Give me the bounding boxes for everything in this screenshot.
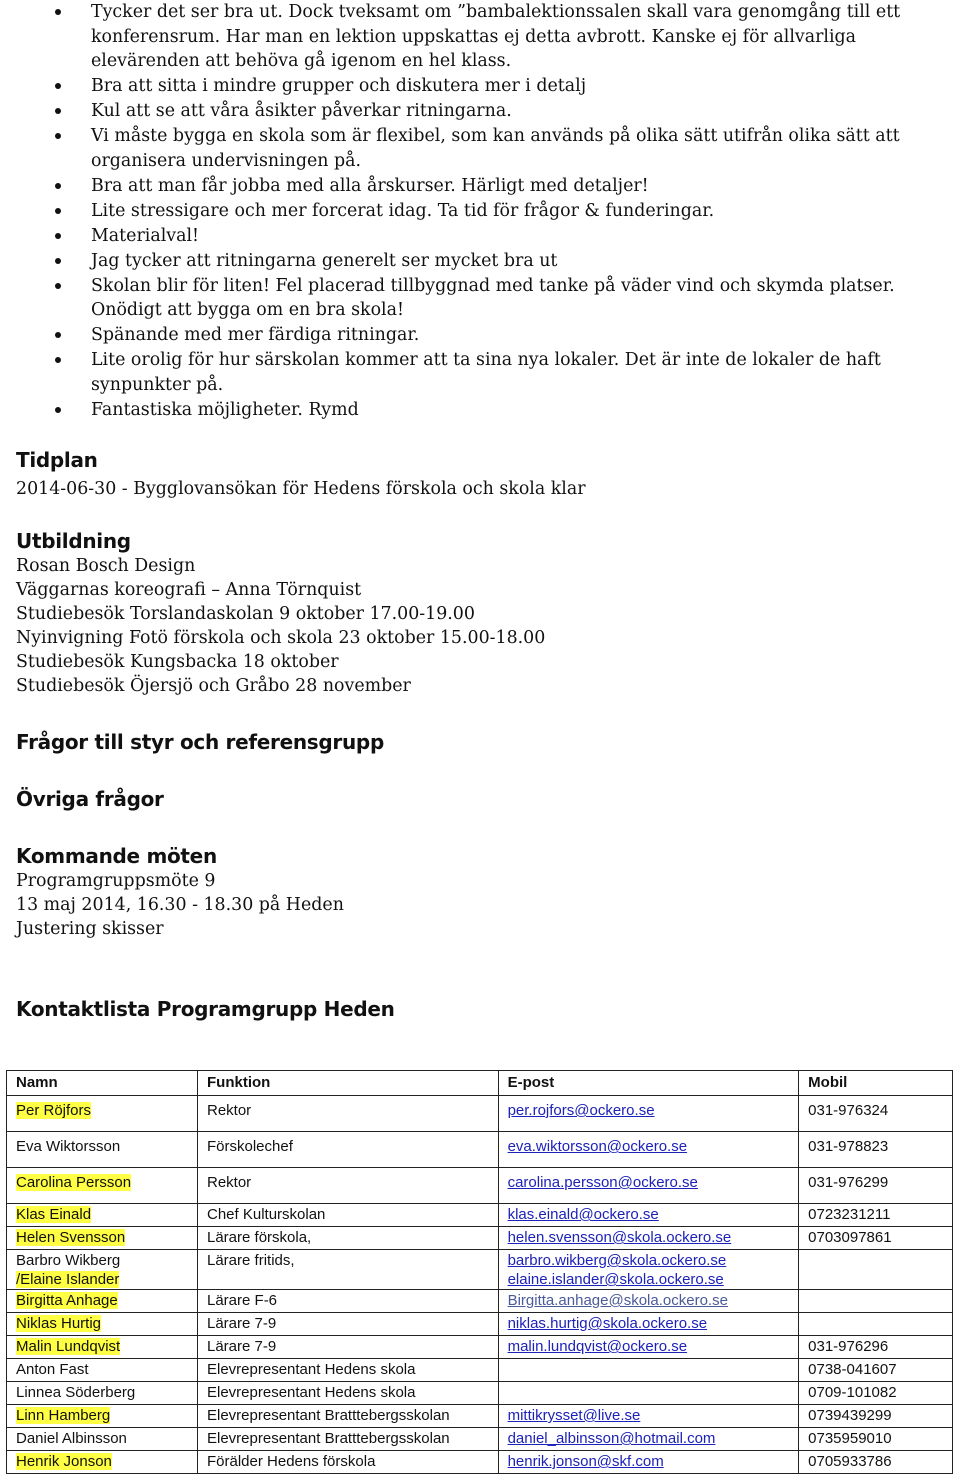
column-header-role: Funktion xyxy=(198,1071,499,1096)
cell-email xyxy=(498,1451,799,1474)
bullet-icon xyxy=(55,183,61,189)
list-item: Vi måste bygga en skola som är flexibel, som kan används på olika sätt utifrån olika sätt att organisera undervisningen på. xyxy=(0,124,960,173)
cell-name xyxy=(7,1313,198,1336)
kommande-line: 13 maj 2014, 16.30 - 18.30 på Heden xyxy=(16,895,344,915)
ovriga-section xyxy=(16,786,164,812)
bullet-icon xyxy=(55,108,61,114)
bullet-icon xyxy=(55,133,61,139)
email-link[interactable]: helen.svensson@skola.ockero.se xyxy=(507,1229,732,1246)
list-item: Bra att man får jobba med alla årskurser. Härligt med detaljer! xyxy=(0,174,960,199)
cell-name xyxy=(7,1096,198,1132)
utbildning-line: Väggarnas koreografi – Anna Törnquist xyxy=(16,580,362,600)
table-header-row xyxy=(7,1071,953,1096)
email-link[interactable]: klas.einald@ockero.se xyxy=(507,1206,659,1223)
list-item: Kul att se att våra åsikter påverkar ritningarna. xyxy=(0,99,960,124)
cell-role xyxy=(198,1451,499,1474)
bullet-icon xyxy=(55,83,61,89)
feedback-list xyxy=(0,0,960,423)
cell-email xyxy=(498,1132,799,1168)
cell-phone xyxy=(799,1428,953,1451)
email-link[interactable]: niklas.hurtig@skola.ockero.se xyxy=(507,1315,708,1332)
cell-role xyxy=(198,1227,499,1250)
cell-name xyxy=(7,1250,198,1290)
contact-role: Lärare F-6 xyxy=(207,1292,278,1309)
contact-role: Förskolechef xyxy=(207,1138,293,1155)
list-item: Tycker det ser bra ut. Dock tveksamt om ”bambalektionssalen skall vara genomgång till ett konferensrum. Har man en lektion uppskattas ej detta avbrott. Kanske ej för allvarliga elevärenden att behöva gå igenom en hel klass. xyxy=(0,0,960,74)
cell-phone xyxy=(799,1168,953,1204)
contact-name: Klas Einald xyxy=(16,1206,92,1223)
table-row xyxy=(7,1132,953,1168)
cell-name xyxy=(7,1204,198,1227)
list-item: Materialval! xyxy=(0,224,960,249)
contact-name: Linn Hamberg xyxy=(16,1407,111,1424)
kommande-heading: Kommande möten xyxy=(16,844,217,868)
kontakt-section xyxy=(16,996,395,1022)
contact-name: Birgitta Anhage xyxy=(16,1292,118,1309)
contact-name: Anton Fast xyxy=(16,1361,89,1378)
cell-email xyxy=(498,1313,799,1336)
cell-name xyxy=(7,1359,198,1382)
cell-email xyxy=(498,1428,799,1451)
list-item: Lite orolig för hur särskolan kommer att ta sina nya lokaler. Det är inte de lokaler de haft synpunkter på. xyxy=(0,348,960,397)
bullet-icon xyxy=(55,332,61,338)
kontakt-heading: Kontaktlista Programgrupp Heden xyxy=(16,997,395,1021)
list-item: Skolan blir för liten! Fel placerad tillbyggnad med tanke på väder vind och skymda platser. Onödigt att bygga om en bra skola! xyxy=(0,274,960,323)
contact-name: Barbro Wikberg xyxy=(16,1252,121,1269)
cell-name xyxy=(7,1336,198,1359)
contact-phone: 0735959010 xyxy=(808,1430,892,1447)
contact-name: Eva Wiktorsson xyxy=(16,1138,121,1155)
utbildning-line: Studiebesök Kungsbacka 18 oktober xyxy=(16,652,339,672)
cell-role xyxy=(198,1405,499,1428)
utbildning-line: Nyinvigning Fotö förskola och skola 23 oktober 15.00-18.00 xyxy=(16,628,546,648)
cell-role xyxy=(198,1132,499,1168)
cell-phone xyxy=(799,1204,953,1227)
table-row xyxy=(7,1096,953,1132)
contact-phone: 031-978823 xyxy=(808,1138,889,1155)
cell-email xyxy=(498,1359,799,1382)
cell-email xyxy=(498,1336,799,1359)
table-row xyxy=(7,1204,953,1227)
cell-email xyxy=(498,1204,799,1227)
email-link[interactable]: mittikrysset@live.se xyxy=(507,1407,641,1424)
cell-name xyxy=(7,1428,198,1451)
ovriga-heading: Övriga frågor xyxy=(16,787,164,811)
bullet-icon xyxy=(55,233,61,239)
cell-phone xyxy=(799,1405,953,1428)
cell-role xyxy=(198,1250,499,1290)
contact-rows xyxy=(7,1096,953,1474)
table-row xyxy=(7,1168,953,1204)
table-row xyxy=(7,1290,953,1313)
bullet-icon xyxy=(55,9,61,15)
bullet-icon xyxy=(55,283,61,289)
column-header-name: Namn xyxy=(7,1071,198,1096)
cell-role xyxy=(198,1313,499,1336)
email-link[interactable]: malin.lundqvist@ockero.se xyxy=(507,1338,688,1355)
contact-name: Malin Lundqvist xyxy=(16,1338,121,1355)
contact-phone: 0738-041607 xyxy=(808,1361,897,1378)
cell-name xyxy=(7,1405,198,1428)
kommande-line: Justering skisser xyxy=(16,919,164,939)
fragor-section xyxy=(16,729,384,755)
cell-name xyxy=(7,1290,198,1313)
bullet-icon xyxy=(55,258,61,264)
utbildning-line: Rosan Bosch Design xyxy=(16,556,196,576)
tidplan-line: 2014-06-30 - Bygglovansökan för Hedens förskola och skola klar xyxy=(16,479,586,499)
contact-phone: 0703097861 xyxy=(808,1229,892,1246)
list-item: Bra att sitta i mindre grupper och diskutera mer i detalj xyxy=(0,74,960,99)
table-row xyxy=(7,1405,953,1428)
contact-name: Carolina Persson xyxy=(16,1174,132,1191)
table-row xyxy=(7,1428,953,1451)
contact-name: Niklas Hurtig xyxy=(16,1315,102,1332)
contact-phone: 0723231211 xyxy=(808,1206,891,1223)
cell-email xyxy=(498,1290,799,1313)
contact-name: /Elaine Islander xyxy=(16,1271,120,1288)
table-row xyxy=(7,1250,953,1290)
cell-role xyxy=(198,1290,499,1313)
contact-role: Chef Kulturskolan xyxy=(207,1206,326,1223)
contact-role: Elevrepresentant Hedens skola xyxy=(207,1361,416,1378)
cell-name xyxy=(7,1132,198,1168)
cell-phone xyxy=(799,1451,953,1474)
cell-role xyxy=(198,1204,499,1227)
utbildning-section xyxy=(16,528,545,698)
email-link[interactable]: per.rojfors@ockero.se xyxy=(507,1102,655,1119)
contact-role: Lärare förskola, xyxy=(207,1229,312,1246)
cell-name xyxy=(7,1227,198,1250)
bullet-icon xyxy=(55,208,61,214)
column-header-email: E-post xyxy=(498,1071,799,1096)
cell-phone xyxy=(799,1313,953,1336)
contact-phone: 031-976299 xyxy=(808,1174,889,1191)
cell-phone xyxy=(799,1359,953,1382)
email-link[interactable]: henrik.jonson@skf.com xyxy=(507,1453,664,1470)
contact-phone: 0709-101082 xyxy=(808,1384,897,1401)
column-header-phone: Mobil xyxy=(799,1071,953,1096)
fragor-heading: Frågor till styr och referensgrupp xyxy=(16,730,384,754)
utbildning-heading: Utbildning xyxy=(16,529,131,553)
list-item: Spänande med mer färdiga ritningar. xyxy=(0,323,960,348)
contact-role: Elevrepresentant Hedens skola xyxy=(207,1384,416,1401)
bullet-icon xyxy=(55,407,61,413)
cell-phone xyxy=(799,1336,953,1359)
contact-table xyxy=(6,1070,953,1474)
cell-name xyxy=(7,1451,198,1474)
cell-role xyxy=(198,1096,499,1132)
cell-role xyxy=(198,1382,499,1405)
table-row xyxy=(7,1359,953,1382)
contact-role: Elevrepresentant Bratttebergsskolan xyxy=(207,1430,450,1447)
cell-phone xyxy=(799,1132,953,1168)
email-link[interactable]: Birgitta.anhage@skola.ockero.se xyxy=(507,1292,728,1309)
utbildning-line: Studiebesök Torslandaskolan 9 oktober 17.00-19.00 xyxy=(16,604,475,624)
contact-role: Förälder Hedens förskola xyxy=(207,1453,376,1470)
contact-name: Per Röjfors xyxy=(16,1102,92,1119)
table-row xyxy=(7,1382,953,1405)
tidplan-heading: Tidplan xyxy=(16,448,98,472)
table-row xyxy=(7,1336,953,1359)
email-link[interactable]: carolina.persson@ockero.se xyxy=(507,1174,698,1191)
cell-role xyxy=(198,1428,499,1451)
cell-role xyxy=(198,1359,499,1382)
contact-role: Rektor xyxy=(207,1174,252,1191)
cell-email xyxy=(498,1227,799,1250)
contact-role: Rektor xyxy=(207,1102,252,1119)
tidplan-section xyxy=(16,447,586,501)
cell-name xyxy=(7,1382,198,1405)
list-item: Jag tycker att ritningarna generelt ser mycket bra ut xyxy=(0,249,960,274)
cell-name xyxy=(7,1168,198,1204)
cell-phone xyxy=(799,1096,953,1132)
contact-phone: 0739439299 xyxy=(808,1407,892,1424)
email-link[interactable]: daniel_albinsson@hotmail.com xyxy=(507,1430,716,1447)
cell-role xyxy=(198,1168,499,1204)
email-link[interactable]: barbro.wikberg@skola.ockero.se xyxy=(507,1252,727,1269)
kommande-section xyxy=(16,843,344,941)
utbildning-line: Studiebesök Öjersjö och Gråbo 28 november xyxy=(16,676,411,696)
list-item: Lite stressigare och mer forcerat idag. Ta tid för frågor & funderingar. xyxy=(0,199,960,224)
contact-phone: 031-976324 xyxy=(808,1102,889,1119)
cell-email xyxy=(498,1096,799,1132)
table-row xyxy=(7,1451,953,1474)
contact-role: Lärare fritids, xyxy=(207,1252,295,1269)
cell-phone xyxy=(799,1227,953,1250)
contact-name: Henrik Jonson xyxy=(16,1453,112,1470)
table-row xyxy=(7,1227,953,1250)
email-link[interactable]: elaine.islander@skola.ockero.se xyxy=(507,1271,724,1288)
contact-name: Daniel Albinsson xyxy=(16,1430,127,1447)
contact-phone: 031-976296 xyxy=(808,1338,889,1355)
table-row xyxy=(7,1313,953,1336)
cell-phone xyxy=(799,1250,953,1290)
cell-email xyxy=(498,1168,799,1204)
cell-phone xyxy=(799,1382,953,1405)
contact-name: Linnea Söderberg xyxy=(16,1384,136,1401)
list-item: Fantastiska möjligheter. Rymd xyxy=(0,398,960,423)
cell-email xyxy=(498,1405,799,1428)
contact-phone: 0705933786 xyxy=(808,1453,892,1470)
contact-role: Lärare 7-9 xyxy=(207,1315,277,1332)
contact-name: Helen Svensson xyxy=(16,1229,126,1246)
cell-phone xyxy=(799,1290,953,1313)
cell-email xyxy=(498,1250,799,1290)
contact-role: Lärare 7-9 xyxy=(207,1338,277,1355)
cell-email xyxy=(498,1382,799,1405)
contact-role: Elevrepresentant Bratttebergsskolan xyxy=(207,1407,450,1424)
bullet-icon xyxy=(55,357,61,363)
cell-role xyxy=(198,1336,499,1359)
kommande-line: Programgruppsmöte 9 xyxy=(16,871,216,891)
email-link[interactable]: eva.wiktorsson@ockero.se xyxy=(507,1138,688,1155)
